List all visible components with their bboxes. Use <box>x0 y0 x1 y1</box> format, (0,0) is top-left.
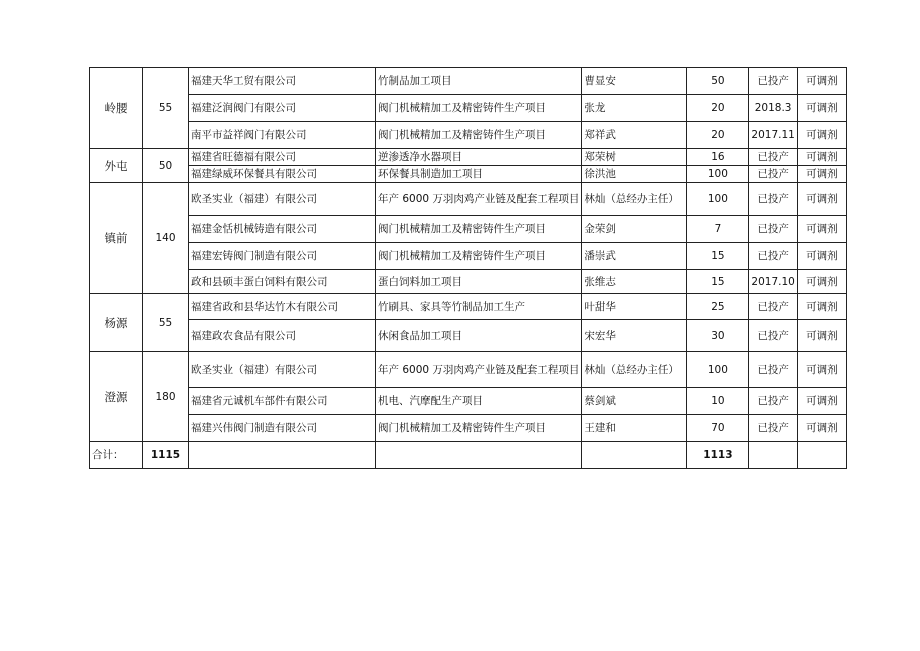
status-cell: 已投产 <box>749 166 797 183</box>
project-cell: 年产 6000 万羽肉鸡产业链及配套工程项目 <box>376 352 582 388</box>
town-cell: 岭腰 <box>90 68 143 149</box>
status-cell: 已投产 <box>749 216 797 243</box>
status-cell: 2018.3 <box>749 95 797 122</box>
company-cell: 福建省旺德福有限公司 <box>189 149 376 166</box>
town-cell: 镇前 <box>90 183 143 294</box>
company-cell: 福建省政和县华达竹木有限公司 <box>189 294 376 320</box>
scale-cell: 180 <box>143 352 189 442</box>
project-cell: 阀门机械精加工及精密铸件生产项目 <box>376 95 582 122</box>
note-cell: 可调剂 <box>797 415 846 442</box>
status-cell: 2017.11 <box>749 122 797 149</box>
note-cell: 可调剂 <box>797 122 846 149</box>
amount-cell: 30 <box>687 320 749 352</box>
table-row <box>90 95 847 122</box>
table-row <box>90 183 847 216</box>
status-cell: 已投产 <box>749 294 797 320</box>
project-cell: 休闲食品加工项目 <box>376 320 582 352</box>
amount-cell: 100 <box>687 352 749 388</box>
town-cell: 杨源 <box>90 294 143 352</box>
table-row <box>90 149 847 166</box>
company-cell: 欧圣实业（福建）有限公司 <box>189 183 376 216</box>
town-cell: 澄源 <box>90 352 143 442</box>
owner-cell: 张维志 <box>582 270 687 294</box>
project-cell: 竹刷具、家具等竹制品加工生产 <box>376 294 582 320</box>
company-cell: 福建省元诚机车部件有限公司 <box>189 388 376 415</box>
total-scale: 1115 <box>143 442 189 469</box>
project-cell: 机电、汽摩配生产项目 <box>376 388 582 415</box>
company-cell: 政和县硕丰蛋白饲料有限公司 <box>189 270 376 294</box>
status-cell: 2017.10 <box>749 270 797 294</box>
empty-cell <box>749 442 797 469</box>
note-cell: 可调剂 <box>797 320 846 352</box>
owner-cell: 金荣剑 <box>582 216 687 243</box>
table-row <box>90 243 847 270</box>
empty-cell <box>797 442 846 469</box>
company-cell: 福建政农食品有限公司 <box>189 320 376 352</box>
note-cell: 可调剂 <box>797 95 846 122</box>
status-cell: 已投产 <box>749 352 797 388</box>
town-cell: 外屯 <box>90 149 143 183</box>
amount-cell: 50 <box>687 68 749 95</box>
owner-cell: 叶甜华 <box>582 294 687 320</box>
project-cell: 阀门机械精加工及精密铸件生产项目 <box>376 415 582 442</box>
status-cell: 已投产 <box>749 388 797 415</box>
company-cell: 南平市益祥阀门有限公司 <box>189 122 376 149</box>
allocation-table <box>89 67 847 469</box>
scale-cell: 140 <box>143 183 189 294</box>
owner-cell: 蔡剑斌 <box>582 388 687 415</box>
owner-cell: 张龙 <box>582 95 687 122</box>
company-cell: 福建宏铸阀门制造有限公司 <box>189 243 376 270</box>
table-row <box>90 320 847 352</box>
company-cell: 福建绿威环保餐具有限公司 <box>189 166 376 183</box>
total-label: 合计： <box>90 442 143 469</box>
amount-cell: 20 <box>687 95 749 122</box>
amount-cell: 70 <box>687 415 749 442</box>
amount-cell: 15 <box>687 270 749 294</box>
note-cell: 可调剂 <box>797 166 846 183</box>
amount-cell: 7 <box>687 216 749 243</box>
owner-cell: 郑荣树 <box>582 149 687 166</box>
table-row <box>90 216 847 243</box>
owner-cell: 郑祥武 <box>582 122 687 149</box>
scale-cell: 55 <box>143 294 189 352</box>
status-cell: 已投产 <box>749 68 797 95</box>
note-cell: 可调剂 <box>797 216 846 243</box>
amount-cell: 25 <box>687 294 749 320</box>
project-cell: 蛋白饲料加工项目 <box>376 270 582 294</box>
project-cell: 逆渗透净水器项目 <box>376 149 582 166</box>
note-cell: 可调剂 <box>797 388 846 415</box>
project-cell: 阀门机械精加工及精密铸件生产项目 <box>376 243 582 270</box>
owner-cell: 林灿（总经办主任） <box>582 183 687 216</box>
company-cell: 福建金恬机械铸造有限公司 <box>189 216 376 243</box>
project-cell: 年产 6000 万羽肉鸡产业链及配套工程项目 <box>376 183 582 216</box>
company-cell: 福建泛润阀门有限公司 <box>189 95 376 122</box>
total-amount: 1113 <box>687 442 749 469</box>
amount-cell: 15 <box>687 243 749 270</box>
amount-cell: 10 <box>687 388 749 415</box>
empty-cell <box>376 442 582 469</box>
project-cell: 环保餐具制造加工项目 <box>376 166 582 183</box>
table-row <box>90 294 847 320</box>
table-row <box>90 352 847 388</box>
note-cell: 可调剂 <box>797 149 846 166</box>
owner-cell: 徐洪池 <box>582 166 687 183</box>
table-row <box>90 270 847 294</box>
project-cell: 阀门机械精加工及精密铸件生产项目 <box>376 122 582 149</box>
owner-cell: 曹显安 <box>582 68 687 95</box>
note-cell: 可调剂 <box>797 352 846 388</box>
status-cell: 已投产 <box>749 149 797 166</box>
company-cell: 福建天华工贸有限公司 <box>189 68 376 95</box>
scale-cell: 50 <box>143 149 189 183</box>
owner-cell: 潘崇武 <box>582 243 687 270</box>
table-row <box>90 122 847 149</box>
owner-cell: 林灿（总经办主任） <box>582 352 687 388</box>
note-cell: 可调剂 <box>797 294 846 320</box>
total-row <box>90 442 847 469</box>
project-cell: 阀门机械精加工及精密铸件生产项目 <box>376 216 582 243</box>
amount-cell: 20 <box>687 122 749 149</box>
project-cell: 竹制品加工项目 <box>376 68 582 95</box>
amount-cell: 100 <box>687 183 749 216</box>
empty-cell <box>189 442 376 469</box>
table-row <box>90 388 847 415</box>
status-cell: 已投产 <box>749 320 797 352</box>
table-row <box>90 166 847 183</box>
note-cell: 可调剂 <box>797 183 846 216</box>
note-cell: 可调剂 <box>797 243 846 270</box>
company-cell: 欧圣实业（福建）有限公司 <box>189 352 376 388</box>
owner-cell: 宋宏华 <box>582 320 687 352</box>
scale-cell: 55 <box>143 68 189 149</box>
owner-cell: 王建和 <box>582 415 687 442</box>
note-cell: 可调剂 <box>797 68 846 95</box>
amount-cell: 100 <box>687 166 749 183</box>
table-row <box>90 415 847 442</box>
status-cell: 已投产 <box>749 415 797 442</box>
empty-cell <box>582 442 687 469</box>
amount-cell: 16 <box>687 149 749 166</box>
status-cell: 已投产 <box>749 183 797 216</box>
company-cell: 福建兴伟阀门制造有限公司 <box>189 415 376 442</box>
note-cell: 可调剂 <box>797 270 846 294</box>
table-row <box>90 68 847 95</box>
status-cell: 已投产 <box>749 243 797 270</box>
